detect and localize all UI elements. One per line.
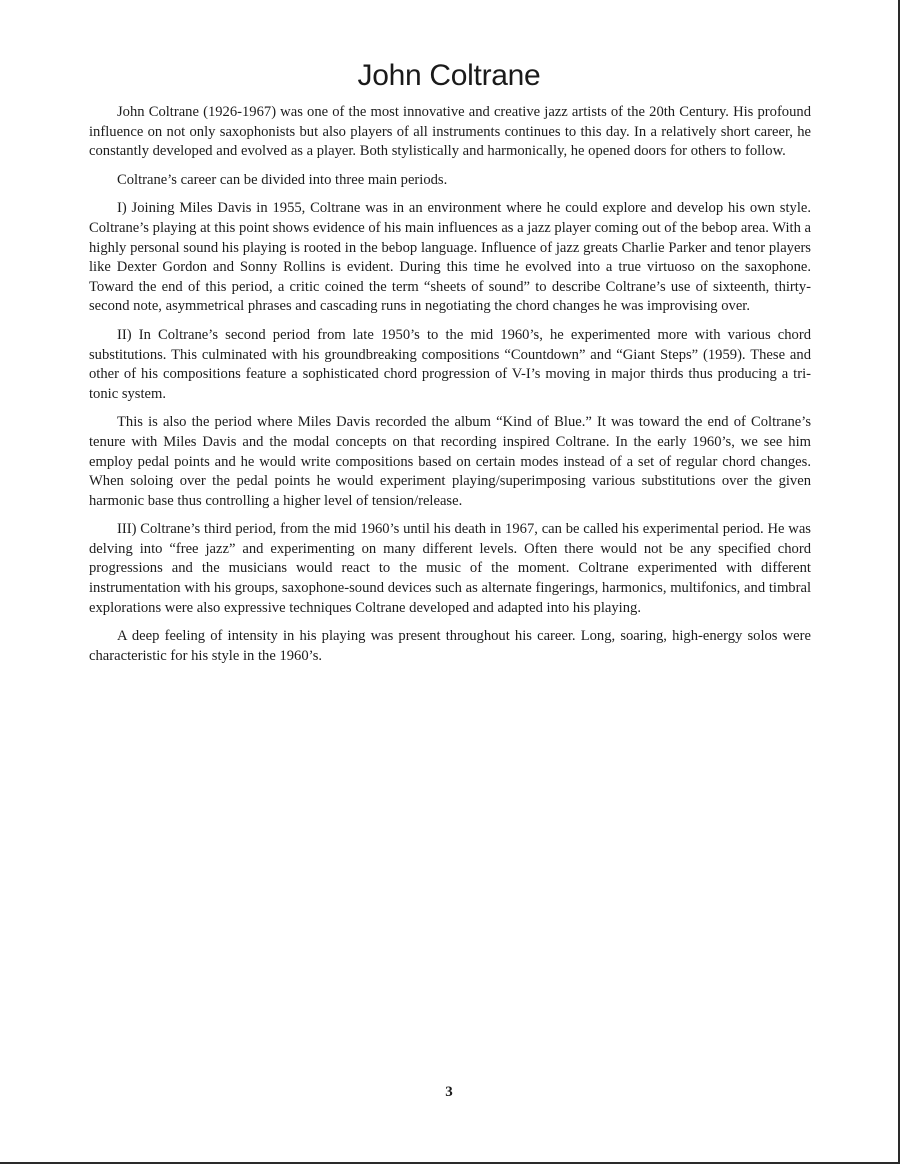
paragraph-conclusion: A deep feeling of intensity in his playing was present throughout his career. Long, soaring, high-energy solos were characteristic for his style in the 1960’s.	[89, 628, 811, 664]
paragraph-first-period: I) Joining Miles Davis in 1955, Coltrane was in an environment where he could explore and develop his own style. Coltrane’s playing at this point shows evidence of his main influences as a jazz player coming out of the bebop area. With a highly personal sound his playing is rooted in the bebop language. Influence of jazz greats Charlie Parker and tenor players like Dexter Gordon and Sonny Rollins is evident. During this time he evolved into a true virtuoso on the saxophone. Toward the end of this period, a critic coined the term “sheets of sound” to describe Coltrane’s use of sixteenth, thirty-second note, asymmetrical phrases and cascading runs in negotiating the chord changes he was improvising over.	[89, 200, 811, 315]
paragraph-intro: John Coltrane (1926-1967) was one of the most innovative and creative jazz artists of the 20th Century. His profound influence on not only saxophonists but also players of all instruments continues to this day. In a relatively short career, he constantly developed and evolved as a player. Both stylistically and harmonically, he opened doors for others to follow.	[89, 104, 811, 160]
article-body	[89, 103, 811, 675]
paragraph-kind-of-blue: This is also the period where Miles Davis recorded the album “Kind of Blue.” It was toward the end of Coltrane’s tenure with Miles Davis and the modal concepts on that recording inspired Coltrane. In the early 1960’s, we see him employ pedal points and he would write compositions based on certain modes instead of a set of regular chord changes. When soloing over the pedal points he would experiment playing/superimposing various substitutions over the given harmonic base thus controlling a higher level of tension/release.	[89, 414, 811, 509]
page-number: 3	[445, 1084, 453, 1100]
paragraph-second-period: II) In Coltrane’s second period from late 1950’s to the mid 1960’s, he experimented more with various chord substitutions. This culminated with his groundbreaking compositions “Countdown” and “Giant Steps” (1959). These and other of his compositions feature a sophisticated chord progression of V-I’s moving in major thirds thus producing a tri-tonic system.	[89, 326, 811, 402]
paragraph-periods-overview: Coltrane’s career can be divided into three main periods.	[117, 171, 448, 188]
page-title: John Coltrane	[357, 59, 541, 92]
paragraph-third-period: III) Coltrane’s third period, from the mid 1960’s until his death in 1967, can be called his experimental period. He was delving into “free jazz” and experimenting on many different levels. Often there would not be any specified chord progressions and the musicians would react to the music of the moment. Coltrane experimented with different instrumentation with his groups, saxophone-sound devices such as alternate fingerings, harmonics, multifonics, and timbral explorations were also expressive techniques Coltrane developed and adapted into his playing.	[89, 521, 811, 616]
